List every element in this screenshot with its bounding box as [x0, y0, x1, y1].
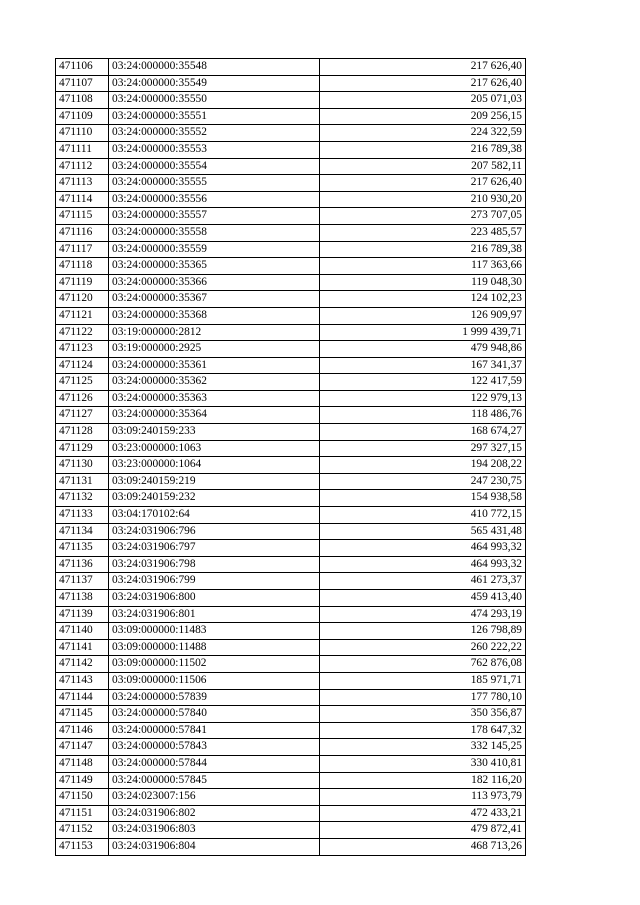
cadastral-number-cell: 03:09:000000:11506 [109, 672, 320, 689]
cadastral-value-cell: 126 909,97 [320, 307, 526, 324]
cadastral-value-cell: 210 930,20 [320, 191, 526, 208]
row-number-cell: 471114 [56, 191, 109, 208]
cadastral-number-cell: 03:24:000000:35367 [109, 291, 320, 308]
table-row [56, 224, 526, 241]
cadastral-value-cell: 468 713,26 [320, 838, 526, 855]
table-row [56, 175, 526, 192]
row-number-cell: 471136 [56, 556, 109, 573]
cadastral-number-cell: 03:09:000000:11502 [109, 656, 320, 673]
row-number-cell: 471119 [56, 274, 109, 291]
cadastral-number-cell: 03:24:000000:35550 [109, 92, 320, 109]
cadastral-number-cell: 03:24:000000:35548 [109, 59, 320, 76]
table-row [56, 424, 526, 441]
cadastral-number-cell: 03:24:000000:57841 [109, 722, 320, 739]
table-row [56, 639, 526, 656]
row-number-cell: 471138 [56, 590, 109, 607]
row-number-cell: 471145 [56, 706, 109, 723]
cadastral-number-cell: 03:24:031906:804 [109, 838, 320, 855]
cadastral-value-cell: 472 433,21 [320, 805, 526, 822]
cadastral-number-cell: 03:24:000000:35552 [109, 125, 320, 142]
table-row [56, 789, 526, 806]
cadastral-number-cell: 03:24:000000:35555 [109, 175, 320, 192]
row-number-cell: 471113 [56, 175, 109, 192]
cadastral-value-cell: 168 674,27 [320, 424, 526, 441]
row-number-cell: 471135 [56, 540, 109, 557]
cadastral-number-cell: 03:24:000000:57840 [109, 706, 320, 723]
cadastral-number-cell: 03:24:000000:35557 [109, 208, 320, 225]
table-row [56, 307, 526, 324]
cadastral-value-cell: 1 999 439,71 [320, 324, 526, 341]
cadastral-number-cell: 03:24:031906:800 [109, 590, 320, 607]
row-number-cell: 471122 [56, 324, 109, 341]
row-number-cell: 471143 [56, 672, 109, 689]
cadastral-value-cell: 154 938,58 [320, 490, 526, 507]
cadastral-number-cell: 03:04:170102:64 [109, 507, 320, 524]
cadastral-number-cell: 03:24:000000:35364 [109, 407, 320, 424]
table-row [56, 407, 526, 424]
cadastral-number-cell: 03:09:000000:11483 [109, 623, 320, 640]
row-number-cell: 471137 [56, 573, 109, 590]
row-number-cell: 471129 [56, 440, 109, 457]
cadastral-value-cell: 217 626,40 [320, 175, 526, 192]
cadastral-number-cell: 03:23:000000:1063 [109, 440, 320, 457]
table-row [56, 556, 526, 573]
table-row [56, 805, 526, 822]
cadastral-number-cell: 03:24:031906:797 [109, 540, 320, 557]
cadastral-number-cell: 03:24:000000:35366 [109, 274, 320, 291]
table-row [56, 75, 526, 92]
cadastral-number-cell: 03:24:031906:801 [109, 606, 320, 623]
cadastral-value-cell: 459 413,40 [320, 590, 526, 607]
cadastral-value-cell: 182 116,20 [320, 772, 526, 789]
cadastral-value-cell: 565 431,48 [320, 523, 526, 540]
row-number-cell: 471148 [56, 755, 109, 772]
cadastral-value-cell: 216 789,38 [320, 141, 526, 158]
row-number-cell: 471128 [56, 424, 109, 441]
cadastral-value-cell: 247 230,75 [320, 473, 526, 490]
table-row [56, 540, 526, 557]
table-row [56, 191, 526, 208]
table-row [56, 324, 526, 341]
cadastral-number-cell: 03:24:000000:57845 [109, 772, 320, 789]
cadastral-number-cell: 03:24:000000:35559 [109, 241, 320, 258]
row-number-cell: 471134 [56, 523, 109, 540]
table-row [56, 258, 526, 275]
cadastral-value-cell: 177 780,10 [320, 689, 526, 706]
cadastral-value-cell: 464 993,32 [320, 556, 526, 573]
row-number-cell: 471120 [56, 291, 109, 308]
row-number-cell: 471108 [56, 92, 109, 109]
row-number-cell: 471126 [56, 390, 109, 407]
cadastral-value-cell: 350 356,87 [320, 706, 526, 723]
row-number-cell: 471153 [56, 838, 109, 855]
table-row [56, 125, 526, 142]
cadastral-number-cell: 03:24:000000:35362 [109, 374, 320, 391]
table-body [56, 59, 526, 856]
row-number-cell: 471110 [56, 125, 109, 142]
cadastral-value-cell: 260 222,22 [320, 639, 526, 656]
cadastral-number-cell: 03:19:000000:2812 [109, 324, 320, 341]
table-row [56, 59, 526, 76]
row-number-cell: 471147 [56, 739, 109, 756]
cadastral-number-cell: 03:09:240159:232 [109, 490, 320, 507]
row-number-cell: 471149 [56, 772, 109, 789]
row-number-cell: 471112 [56, 158, 109, 175]
row-number-cell: 471142 [56, 656, 109, 673]
cadastral-value-cell: 178 647,32 [320, 722, 526, 739]
cadastral-value-cell: 217 626,40 [320, 59, 526, 76]
row-number-cell: 471107 [56, 75, 109, 92]
row-number-cell: 471132 [56, 490, 109, 507]
cadastral-value-cell: 216 789,38 [320, 241, 526, 258]
table-row [56, 573, 526, 590]
row-number-cell: 471125 [56, 374, 109, 391]
row-number-cell: 471111 [56, 141, 109, 158]
row-number-cell: 471118 [56, 258, 109, 275]
row-number-cell: 471152 [56, 822, 109, 839]
cadastral-number-cell: 03:24:000000:35361 [109, 357, 320, 374]
cadastral-value-cell: 461 273,37 [320, 573, 526, 590]
cadastral-number-cell: 03:24:031906:803 [109, 822, 320, 839]
row-number-cell: 471139 [56, 606, 109, 623]
cadastral-value-cell: 167 341,37 [320, 357, 526, 374]
cadastral-value-table [55, 58, 526, 856]
cadastral-number-cell: 03:24:031906:796 [109, 523, 320, 540]
table-row [56, 772, 526, 789]
row-number-cell: 471146 [56, 722, 109, 739]
cadastral-value-cell: 410 772,15 [320, 507, 526, 524]
row-number-cell: 471115 [56, 208, 109, 225]
cadastral-value-cell: 332 145,25 [320, 739, 526, 756]
cadastral-value-cell: 207 582,11 [320, 158, 526, 175]
row-number-cell: 471133 [56, 507, 109, 524]
cadastral-value-cell: 224 322,59 [320, 125, 526, 142]
table-row [56, 739, 526, 756]
cadastral-number-cell: 03:24:000000:35556 [109, 191, 320, 208]
cadastral-value-cell: 124 102,23 [320, 291, 526, 308]
table-row [56, 689, 526, 706]
cadastral-number-cell: 03:24:000000:35549 [109, 75, 320, 92]
row-number-cell: 471123 [56, 341, 109, 358]
row-number-cell: 471109 [56, 108, 109, 125]
row-number-cell: 471151 [56, 805, 109, 822]
cadastral-number-cell: 03:24:000000:35553 [109, 141, 320, 158]
table-row [56, 507, 526, 524]
table-row [56, 473, 526, 490]
cadastral-value-cell: 330 410,81 [320, 755, 526, 772]
table-row [56, 390, 526, 407]
table-row [56, 374, 526, 391]
cadastral-value-cell: 205 071,03 [320, 92, 526, 109]
cadastral-number-cell: 03:24:000000:35551 [109, 108, 320, 125]
row-number-cell: 471144 [56, 689, 109, 706]
row-number-cell: 471121 [56, 307, 109, 324]
table-row [56, 108, 526, 125]
table-row [56, 457, 526, 474]
cadastral-value-cell: 273 707,05 [320, 208, 526, 225]
cadastral-number-cell: 03:24:000000:57843 [109, 739, 320, 756]
cadastral-number-cell: 03:24:023007:156 [109, 789, 320, 806]
cadastral-number-cell: 03:09:000000:11488 [109, 639, 320, 656]
row-number-cell: 471130 [56, 457, 109, 474]
cadastral-value-cell: 122 417,59 [320, 374, 526, 391]
table-row [56, 241, 526, 258]
row-number-cell: 471117 [56, 241, 109, 258]
table-row [56, 706, 526, 723]
cadastral-number-cell: 03:23:000000:1064 [109, 457, 320, 474]
table-row [56, 755, 526, 772]
table-row [56, 92, 526, 109]
cadastral-value-cell: 479 948,86 [320, 341, 526, 358]
row-number-cell: 471116 [56, 224, 109, 241]
cadastral-number-cell: 03:24:000000:35365 [109, 258, 320, 275]
cadastral-value-cell: 126 798,89 [320, 623, 526, 640]
cadastral-number-cell: 03:24:000000:35554 [109, 158, 320, 175]
cadastral-number-cell: 03:24:000000:35368 [109, 307, 320, 324]
table-row [56, 490, 526, 507]
cadastral-value-cell: 119 048,30 [320, 274, 526, 291]
cadastral-value-cell: 185 971,71 [320, 672, 526, 689]
table-row [56, 672, 526, 689]
cadastral-number-cell: 03:24:031906:802 [109, 805, 320, 822]
cadastral-value-cell: 464 993,32 [320, 540, 526, 557]
cadastral-value-cell: 118 486,76 [320, 407, 526, 424]
cadastral-value-cell: 217 626,40 [320, 75, 526, 92]
cadastral-number-cell: 03:24:000000:57839 [109, 689, 320, 706]
cadastral-value-cell: 209 256,15 [320, 108, 526, 125]
row-number-cell: 471141 [56, 639, 109, 656]
table-row [56, 656, 526, 673]
document-page [55, 58, 525, 856]
cadastral-value-cell: 479 872,41 [320, 822, 526, 839]
table-row [56, 357, 526, 374]
table-row [56, 838, 526, 855]
table-row [56, 341, 526, 358]
cadastral-value-cell: 223 485,57 [320, 224, 526, 241]
cadastral-number-cell: 03:24:000000:35363 [109, 390, 320, 407]
row-number-cell: 471106 [56, 59, 109, 76]
table-row [56, 274, 526, 291]
table-row [56, 141, 526, 158]
table-row [56, 291, 526, 308]
cadastral-number-cell: 03:09:240159:233 [109, 424, 320, 441]
cadastral-value-cell: 474 293,19 [320, 606, 526, 623]
cadastral-number-cell: 03:24:031906:798 [109, 556, 320, 573]
cadastral-value-cell: 122 979,13 [320, 390, 526, 407]
table-row [56, 523, 526, 540]
row-number-cell: 471124 [56, 357, 109, 374]
cadastral-value-cell: 117 363,66 [320, 258, 526, 275]
row-number-cell: 471150 [56, 789, 109, 806]
table-row [56, 208, 526, 225]
cadastral-value-cell: 194 208,22 [320, 457, 526, 474]
table-row [56, 440, 526, 457]
row-number-cell: 471131 [56, 473, 109, 490]
cadastral-value-cell: 297 327,15 [320, 440, 526, 457]
table-row [56, 590, 526, 607]
table-row [56, 722, 526, 739]
cadastral-value-cell: 113 973,79 [320, 789, 526, 806]
cadastral-number-cell: 03:24:000000:57844 [109, 755, 320, 772]
cadastral-number-cell: 03:24:031906:799 [109, 573, 320, 590]
cadastral-value-cell: 762 876,08 [320, 656, 526, 673]
table-row [56, 822, 526, 839]
row-number-cell: 471127 [56, 407, 109, 424]
table-row [56, 158, 526, 175]
cadastral-number-cell: 03:09:240159:219 [109, 473, 320, 490]
row-number-cell: 471140 [56, 623, 109, 640]
table-row [56, 623, 526, 640]
cadastral-number-cell: 03:19:000000:2925 [109, 341, 320, 358]
table-row [56, 606, 526, 623]
cadastral-number-cell: 03:24:000000:35558 [109, 224, 320, 241]
